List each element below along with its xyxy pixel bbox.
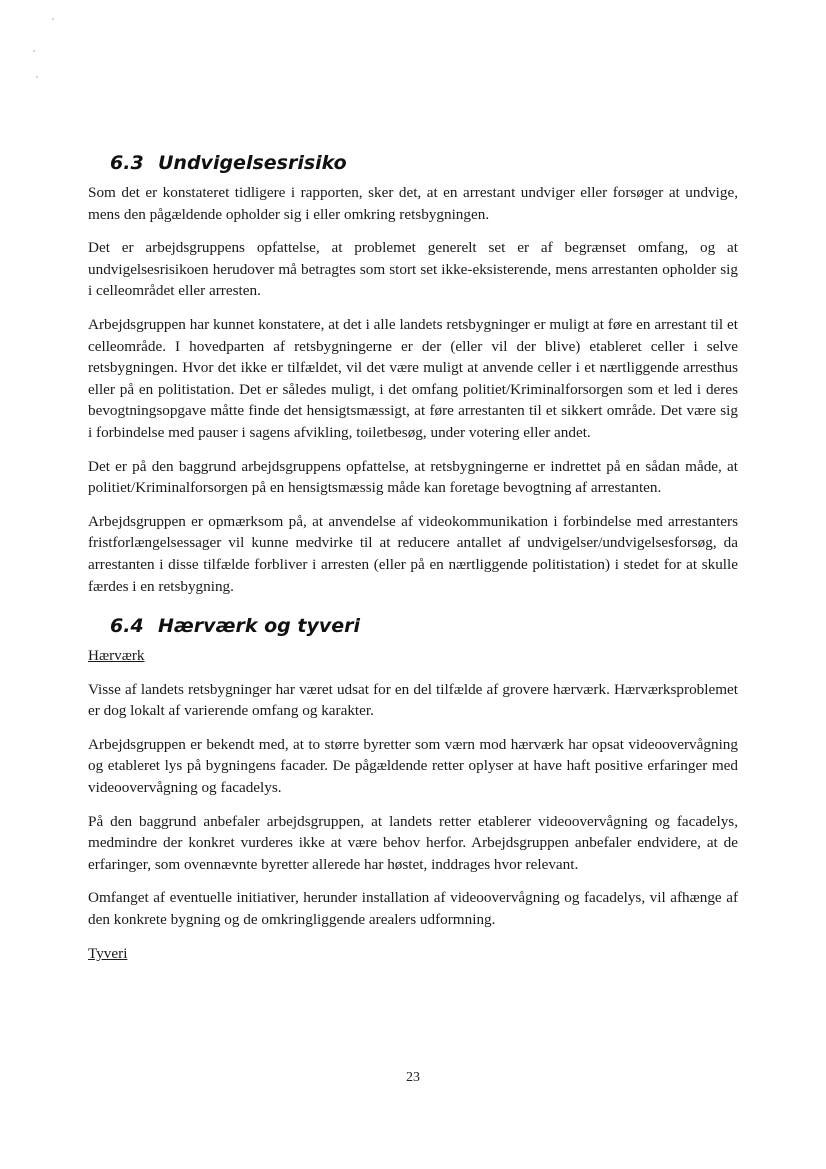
section-number: 6.4 — [110, 615, 144, 638]
paragraph: Visse af landets retsbygninger har været udsat for en del tilfælde af grovere hærværk. Hærværksproblemet er dog lokalt af varierende omfang og karakter. — [88, 680, 738, 720]
paragraph: Det er arbejdsgruppens opfattelse, at problemet generelt set er af begrænset omfang, og at undvigelsesrisikoen herudover må betragtes som stort set ikke-eksisterende, mens arrestanten opholder sig i celleområdet eller arresten. — [88, 239, 738, 300]
paragraph: Arbejdsgruppen er opmærksom på, at anvendelse af videokommunikation i forbindelse med arrestanters fristforlængelsessager vil kunne medvirke til at reducere antallet af undvigelser/undvigelsesforsøg, da arrestanten i disse tilfælde forbliver i arresten (eller på en nærtliggende politistation) i stedet for at skulle færdes i en retsbygning. — [88, 512, 738, 595]
page-body — [88, 150, 738, 964]
paragraph: Arbejdsgruppen har kunnet konstatere, at det i alle landets retsbygninger er muligt at føre en arrestant til et celleområde. I hovedparten af retsbygningerne er der (eller vil der blive) etableret celler i selve retsbygningen. Hvor det ikke er tilfældet, vil det være muligt at anvende celler i et nærtliggende arresthus eller på en politistation. Det er således muligt, i det omfang politiet/Kriminalforsorgen som et led i deres bevogtningsopgave måtte finde det hensigtsmæssigt, at føre arrestanten til et sikkert område. Det være sig i forbindelse med pauser i sagens afvikling, toiletbesøg, under votering eller andet. — [88, 315, 738, 441]
scan-speck — [36, 76, 38, 78]
subheading-tyveri: Tyveri — [88, 944, 128, 962]
paragraph: Som det er konstateret tidligere i rapporten, sker det, at en arrestant undviger eller forsøger at undvige, mens den pågældende opholder sig i eller omkring retsbygningen. — [88, 184, 738, 223]
section-title: Hærværk og tyveri — [158, 615, 360, 638]
subheading-haervaerk: Hærværk — [88, 647, 145, 665]
page-number: 23 — [406, 1070, 420, 1085]
paragraph: Det er på den baggrund arbejdsgruppens opfattelse, at retsbygningerne er indrettet på en sådan måde, at politiet/Kriminalforsorgen på en hensigtsmæssig måde kan foretage bevogtning af arrestanten. — [88, 457, 738, 497]
section-heading-6-3 — [110, 150, 738, 176]
paragraph: Arbejdsgruppen er bekendt med, at to større byretter som værn mod hærværk har opsat videoovervågning og etableret lys på bygningens facader. De pågældende retter oplyser at have haft positive erfaringer med videoovervågning og facadelys. — [88, 735, 738, 797]
paragraph: På den baggrund anbefaler arbejdsgruppen, at landets retter etablerer videoovervågning og facadelys, medmindre der konkret vurderes ikke at være behov herfor. Arbejdsgruppen anbefaler endvidere, at de erfaringer, som ovennævnte byretter allerede har høstet, inddrages hvor relevant. — [88, 812, 738, 873]
section-heading-6-4 — [110, 613, 738, 639]
scan-speck — [52, 18, 54, 20]
section-title: Undvigelsesrisiko — [158, 152, 347, 174]
section-number: 6.3 — [110, 152, 144, 174]
paragraph: Omfanget af eventuelle initiativer, herunder installation af videoovervågning og facadelys, vil afhænge af den konkrete bygning og de omkringliggende arealers udformning. — [88, 889, 738, 929]
scan-speck — [33, 50, 35, 52]
